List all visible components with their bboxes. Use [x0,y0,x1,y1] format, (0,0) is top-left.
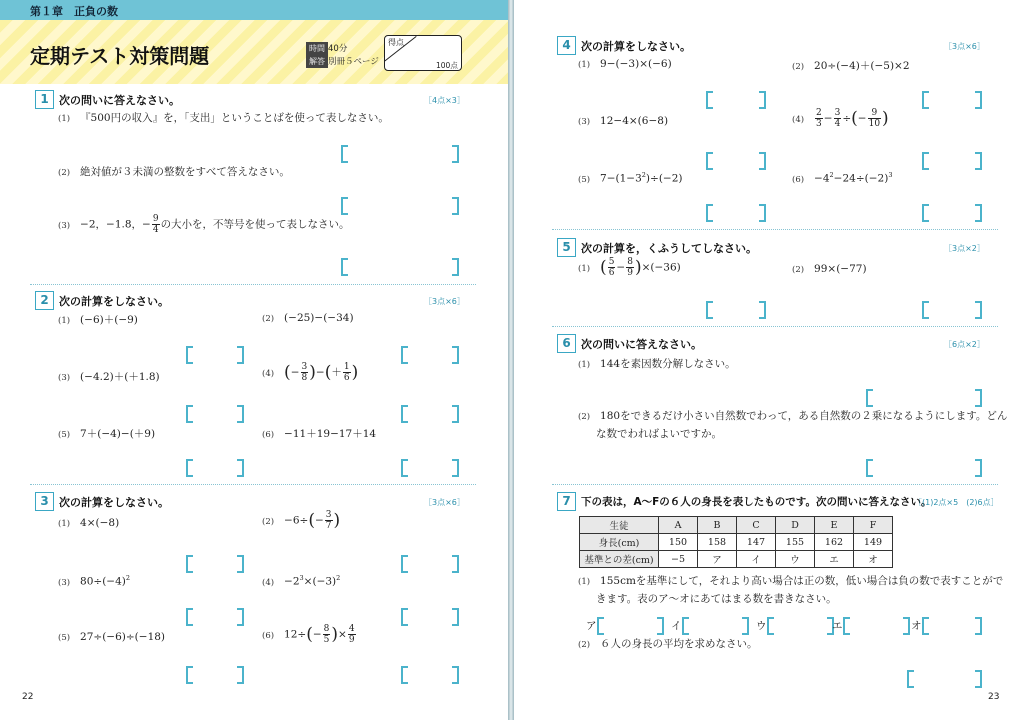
answer-bracket-left[interactable] [401,405,408,423]
question-text: 次の計算をしなさい。 [59,496,169,509]
answer-bracket-right[interactable] [759,301,766,319]
answer-bracket-right[interactable] [975,152,982,170]
list-item-continued: きます。表のア～オにあてはまる数を書きなさい。 [596,593,837,605]
answer-bracket-right[interactable] [975,670,982,688]
answer-bracket-left[interactable] [706,301,713,319]
answer-bracket-right[interactable] [742,617,749,635]
table-cell: −5 [659,551,698,568]
table-cell: ウ [776,551,815,568]
list-item: (2) (−25)−(−34) [262,312,354,324]
list-item: (1) 9−(−3)×(−6) [578,58,672,70]
answer-bracket-left[interactable] [866,389,873,407]
answer-bracket-right[interactable] [759,152,766,170]
answer-bracket-right[interactable] [452,258,459,276]
score-label: 得点 [388,38,404,47]
answer-bracket-right[interactable] [237,459,244,477]
answer-bracket-right[interactable] [759,204,766,222]
answer-bracket-right[interactable] [975,301,982,319]
question-text: 次の計算をしなさい。 [59,295,169,308]
list-item: (3) −2，−1.8，− $\frac{9}{4}$ の大小を，不等号を使って表しなさい。 [58,214,350,235]
answer-bracket-left[interactable] [186,555,193,573]
list-item: (3) (−4.2)＋(＋1.8) [58,371,160,383]
page-number: 23 [988,692,1000,702]
time-value: 40分 [328,44,348,54]
table-cell: 150 [659,534,698,551]
answer-bracket-left[interactable] [186,608,193,626]
list-item: (1) 144を素因数分解しなさい。 [578,358,736,370]
list-item: (2) 20÷(−4)＋(−5)×2 [792,60,910,72]
list-item: (6) −11＋19−17＋14 [262,428,377,440]
list-item: (5) $7-(1-3^2)\div(-2)$ [578,171,683,185]
score-total: 100点 [436,61,458,70]
answer-bracket-right[interactable] [452,608,459,626]
list-item: $(6) -4^2-24\div(-2)^3$ [792,171,893,185]
question-number: 3 [35,492,54,511]
answer-bracket-right[interactable] [237,405,244,423]
left-page [0,0,508,720]
right-page [514,0,1024,720]
answer-bracket-left[interactable] [706,204,713,222]
answer-bracket-right[interactable] [452,666,459,684]
answer-bracket-right[interactable] [759,91,766,109]
answer-bracket-right[interactable] [237,608,244,626]
page-number: 22 [22,692,34,702]
table-cell: オ [854,551,893,568]
answer-bracket-left[interactable] [186,346,193,364]
question-number: 4 [557,36,576,55]
question-text: 次の問いに答えなさい。 [581,338,702,351]
answer-bracket-left[interactable] [401,666,408,684]
list-item: (5) 7＋(−4)−(＋9) [58,428,156,440]
answer-bracket-left[interactable] [843,617,850,635]
divider [30,484,476,485]
answer-bracket-right[interactable] [452,555,459,573]
answer-value: 別冊５ページ [328,57,379,67]
answer-bracket-left[interactable] [907,670,914,688]
table-cell: 147 [737,534,776,551]
question-number: 1 [35,90,54,109]
table-cell: E [815,517,854,534]
points-label: ［3点×2］ [944,244,985,253]
list-item: (1) 155cmを基準にして，それより高い場合は正の数，低い場合は負の数で表すことがで [578,575,1004,587]
table-cell: ア [698,551,737,568]
answer-bracket-right[interactable] [452,405,459,423]
divider [552,326,998,327]
list-item: $(4) -2^3\times(-3)^2$ [262,574,341,588]
answer-bracket-right[interactable] [657,617,664,635]
page-title: 定期テスト対策問題 [30,44,210,68]
list-item-continued: な数でわればよいですか。 [596,428,722,440]
answer-tag: 解答 [306,55,328,68]
answer-bracket-right[interactable] [975,389,982,407]
answer-bracket-right[interactable] [975,459,982,477]
points-label: ［3点×6］ [424,498,465,507]
answer-bracket-left[interactable] [922,204,929,222]
answer-bracket-left[interactable] [341,145,348,163]
answer-bracket-right[interactable] [237,346,244,364]
points-label: ［4点×3］ [424,96,465,105]
question-text: 次の計算を，くふうしてしなさい。 [581,242,757,255]
answer-bracket-right[interactable] [903,617,910,635]
points-label: ［(1)2点×5 (2)6点］ [914,498,999,507]
answer-bracket-left[interactable] [922,91,929,109]
table-cell: エ [815,551,854,568]
chapter-label: 第１章 正負の数 [30,5,118,18]
answer-bracket-left[interactable] [401,346,408,364]
blank-label: オ [911,620,922,632]
list-item: (4) (− $\frac{3}{8}$ )−(＋ $\frac{1}{6}$ ) [262,362,359,383]
list-item: (1) 4×(−8) [58,517,120,529]
answer-bracket-left[interactable] [597,617,604,635]
table-row [580,534,893,551]
height-table [579,516,893,568]
table-cell: F [854,517,893,534]
question-text: 次の問いに答えなさい。 [59,94,180,107]
blank-label: ウ [756,620,767,632]
answer-bracket-left[interactable] [767,617,774,635]
list-item: (2) 絶対値が３未満の整数をすべて答えなさい。 [58,166,290,178]
answer-bracket-left[interactable] [186,459,193,477]
blank-label: エ [832,620,843,632]
question-number: 7 [557,492,576,511]
time-tag: 時間 [306,42,328,55]
table-cell: B [698,517,737,534]
table-cell: イ [737,551,776,568]
answer-bracket-left[interactable] [401,608,408,626]
question-number: 2 [35,291,54,310]
blank-label: イ [671,620,682,632]
list-item: (5) 27÷(−6)÷(−18) [58,631,166,643]
answer-bracket-right[interactable] [452,346,459,364]
question-text: 下の表は，A～Fの６人の身長を表したものです。次の問いに答えなさい。 [581,496,932,508]
answer-bracket-left[interactable] [866,459,873,477]
list-item: (1) (−6)＋(−9) [58,314,138,326]
divider [552,484,998,485]
table-cell: A [659,517,698,534]
answer-bracket-right[interactable] [975,617,982,635]
table-row [580,551,893,568]
list-item: (6) 12÷(− $\frac{8}{5}$ )× $\frac{4}{9}$ [262,624,355,645]
answer-bracket-left[interactable] [706,152,713,170]
list-item: (2) 180をできるだけ小さい自然数でわって，ある自然数の２乗になるようにします。どん [578,410,1008,422]
divider [552,229,998,230]
divider [30,284,476,285]
points-label: ［3点×6］ [424,297,465,306]
table-cell: 身長(cm) [580,534,659,551]
list-item: (2) ６人の身長の平均を求めなさい。 [578,638,758,650]
list-item: (2) −6÷(− $\frac{3}{7}$ ) [262,510,341,531]
answer-bracket-left[interactable] [401,459,408,477]
points-label: ［3点×6］ [944,42,985,51]
table-cell: 149 [854,534,893,551]
table-cell: 162 [815,534,854,551]
table-row [580,517,893,534]
answer-bracket-left[interactable] [341,197,348,215]
question-number: 6 [557,334,576,353]
answer-bracket-left[interactable] [341,258,348,276]
list-item: (1) ( $\frac{5}{6}$ − $\frac{8}{9}$ )×(−36) [578,257,681,278]
answer-bracket-right[interactable] [452,145,459,163]
table-cell: 基準との差(cm) [580,551,659,568]
answer-bracket-left[interactable] [401,555,408,573]
table-cell: C [737,517,776,534]
answer-bracket-right[interactable] [452,459,459,477]
points-label: ［6点×2］ [944,340,985,349]
answer-bracket-left[interactable] [922,301,929,319]
answer-bracket-left[interactable] [682,617,689,635]
question-number: 5 [557,238,576,257]
answer-bracket-left[interactable] [922,617,929,635]
table-cell: 155 [776,534,815,551]
list-item: (4) $\frac{2}{3}$ − $\frac{3}{4}$ ÷(− $\frac{9}{10}$ ) [792,108,889,129]
table-cell: D [776,517,815,534]
list-item: (3) 12−4×(6−8) [578,115,669,127]
answer-bracket-left[interactable] [186,666,193,684]
list-item: (1) 『500円の収入』を，「支出」ということばを使って表しなさい。 [58,112,389,124]
list-item: (2) 99×(−77) [792,263,867,275]
answer-bracket-right[interactable] [452,197,459,215]
answer-bracket-right[interactable] [975,91,982,109]
list-item: (3) $80\div(-4)^2$ [58,574,131,588]
question-text: 次の計算をしなさい。 [581,40,691,53]
answer-bracket-left[interactable] [706,91,713,109]
answer-bracket-left[interactable] [922,152,929,170]
table-cell: 158 [698,534,737,551]
answer-bracket-left[interactable] [186,405,193,423]
table-cell: 生徒 [580,517,659,534]
blank-label: ア [586,620,597,632]
answer-bracket-right[interactable] [237,555,244,573]
answer-bracket-right[interactable] [975,204,982,222]
answer-bracket-right[interactable] [237,666,244,684]
